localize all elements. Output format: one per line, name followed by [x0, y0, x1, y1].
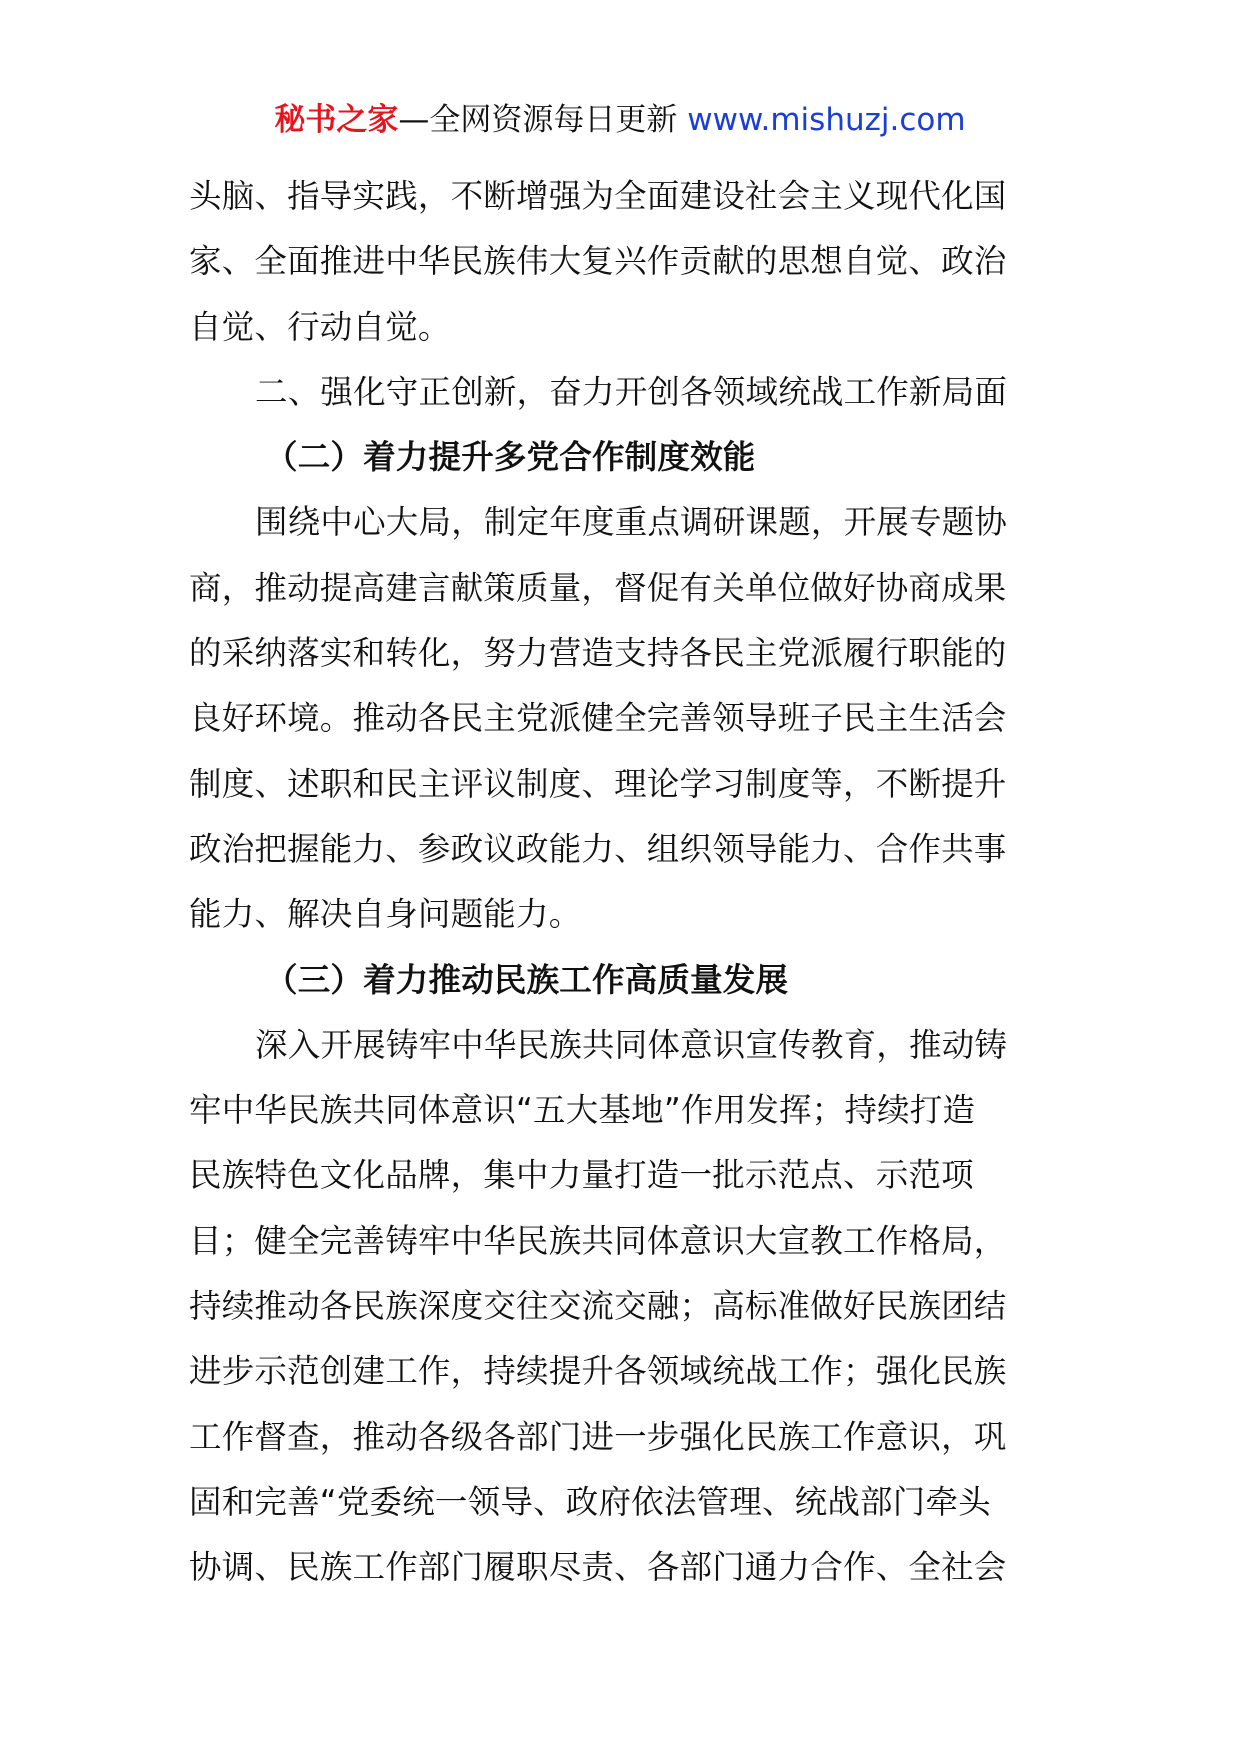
text-line: 头脑、指导实践，不断增强为全面建设社会主义现代化国: [189, 177, 1007, 215]
text-line: 进步示范创建工作，持续提升各领域统战工作；强化民族: [189, 1352, 1007, 1391]
text-line: 目；健全完善铸牢中华民族共同体意识大宣教工作格局，: [189, 1221, 1007, 1260]
text-line: 牢中华民族共同体意识“五大基地”作用发挥；持续打造: [189, 1091, 976, 1130]
text-line: 持续推动各民族深度交往交流交融；高标准做好民族团结: [189, 1287, 1007, 1326]
header-tagline: —全网资源每日更新: [398, 102, 688, 138]
text-line: 制度、述职和民主评议制度、理论学习制度等，不断提升: [189, 764, 1007, 803]
section-heading: 二、强化守正创新，奋力开创各领域统战工作新局面: [255, 372, 1008, 411]
brand-name: 秘书之家: [274, 102, 399, 138]
text-line: 政治把握能力、参政议政能力、组织领导能力、合作共事: [189, 829, 1007, 868]
text-line: 自觉、行动自觉。: [189, 307, 451, 346]
text-line: 能力、解决自身问题能力。: [189, 895, 582, 934]
text-line: 工作督查，推动各级各部门进一步强化民族工作意识，巩: [189, 1417, 1007, 1456]
text-line: 良好环境。推动各民主党派健全完善领导班子民主生活会: [189, 699, 1007, 738]
document-body: [189, 164, 1059, 1601]
subsection-heading: （二）着力提升多党合作制度效能: [265, 438, 756, 477]
text-line: 家、全面推进中华民族伟大复兴作贡献的思想自觉、政治: [189, 242, 1007, 281]
text-line: 商，推动提高建言献策质量，督促有关单位做好协商成果: [189, 568, 1007, 607]
text-line: 固和完善“党委统一领导、政府依法管理、统战部门牵头: [189, 1482, 991, 1521]
text-line: 围绕中心大局，制定年度重点调研课题，开展专题协: [255, 503, 1008, 542]
text-line: 民族特色文化品牌，集中力量打造一批示范点、示范项: [189, 1156, 974, 1195]
website-link[interactable]: www.mishuzj.com: [687, 102, 966, 138]
text-line: 的采纳落实和转化，努力营造支持各民主党派履行职能的: [189, 634, 1007, 673]
text-line: 协调、民族工作部门履职尽责、各部门通力合作、全社会: [189, 1548, 1007, 1587]
page-header: [0, 100, 1240, 140]
subsection-heading: （三）着力推动民族工作高质量发展: [265, 960, 789, 999]
text-line: 深入开展铸牢中华民族共同体意识宣传教育，推动铸: [255, 1025, 1008, 1064]
